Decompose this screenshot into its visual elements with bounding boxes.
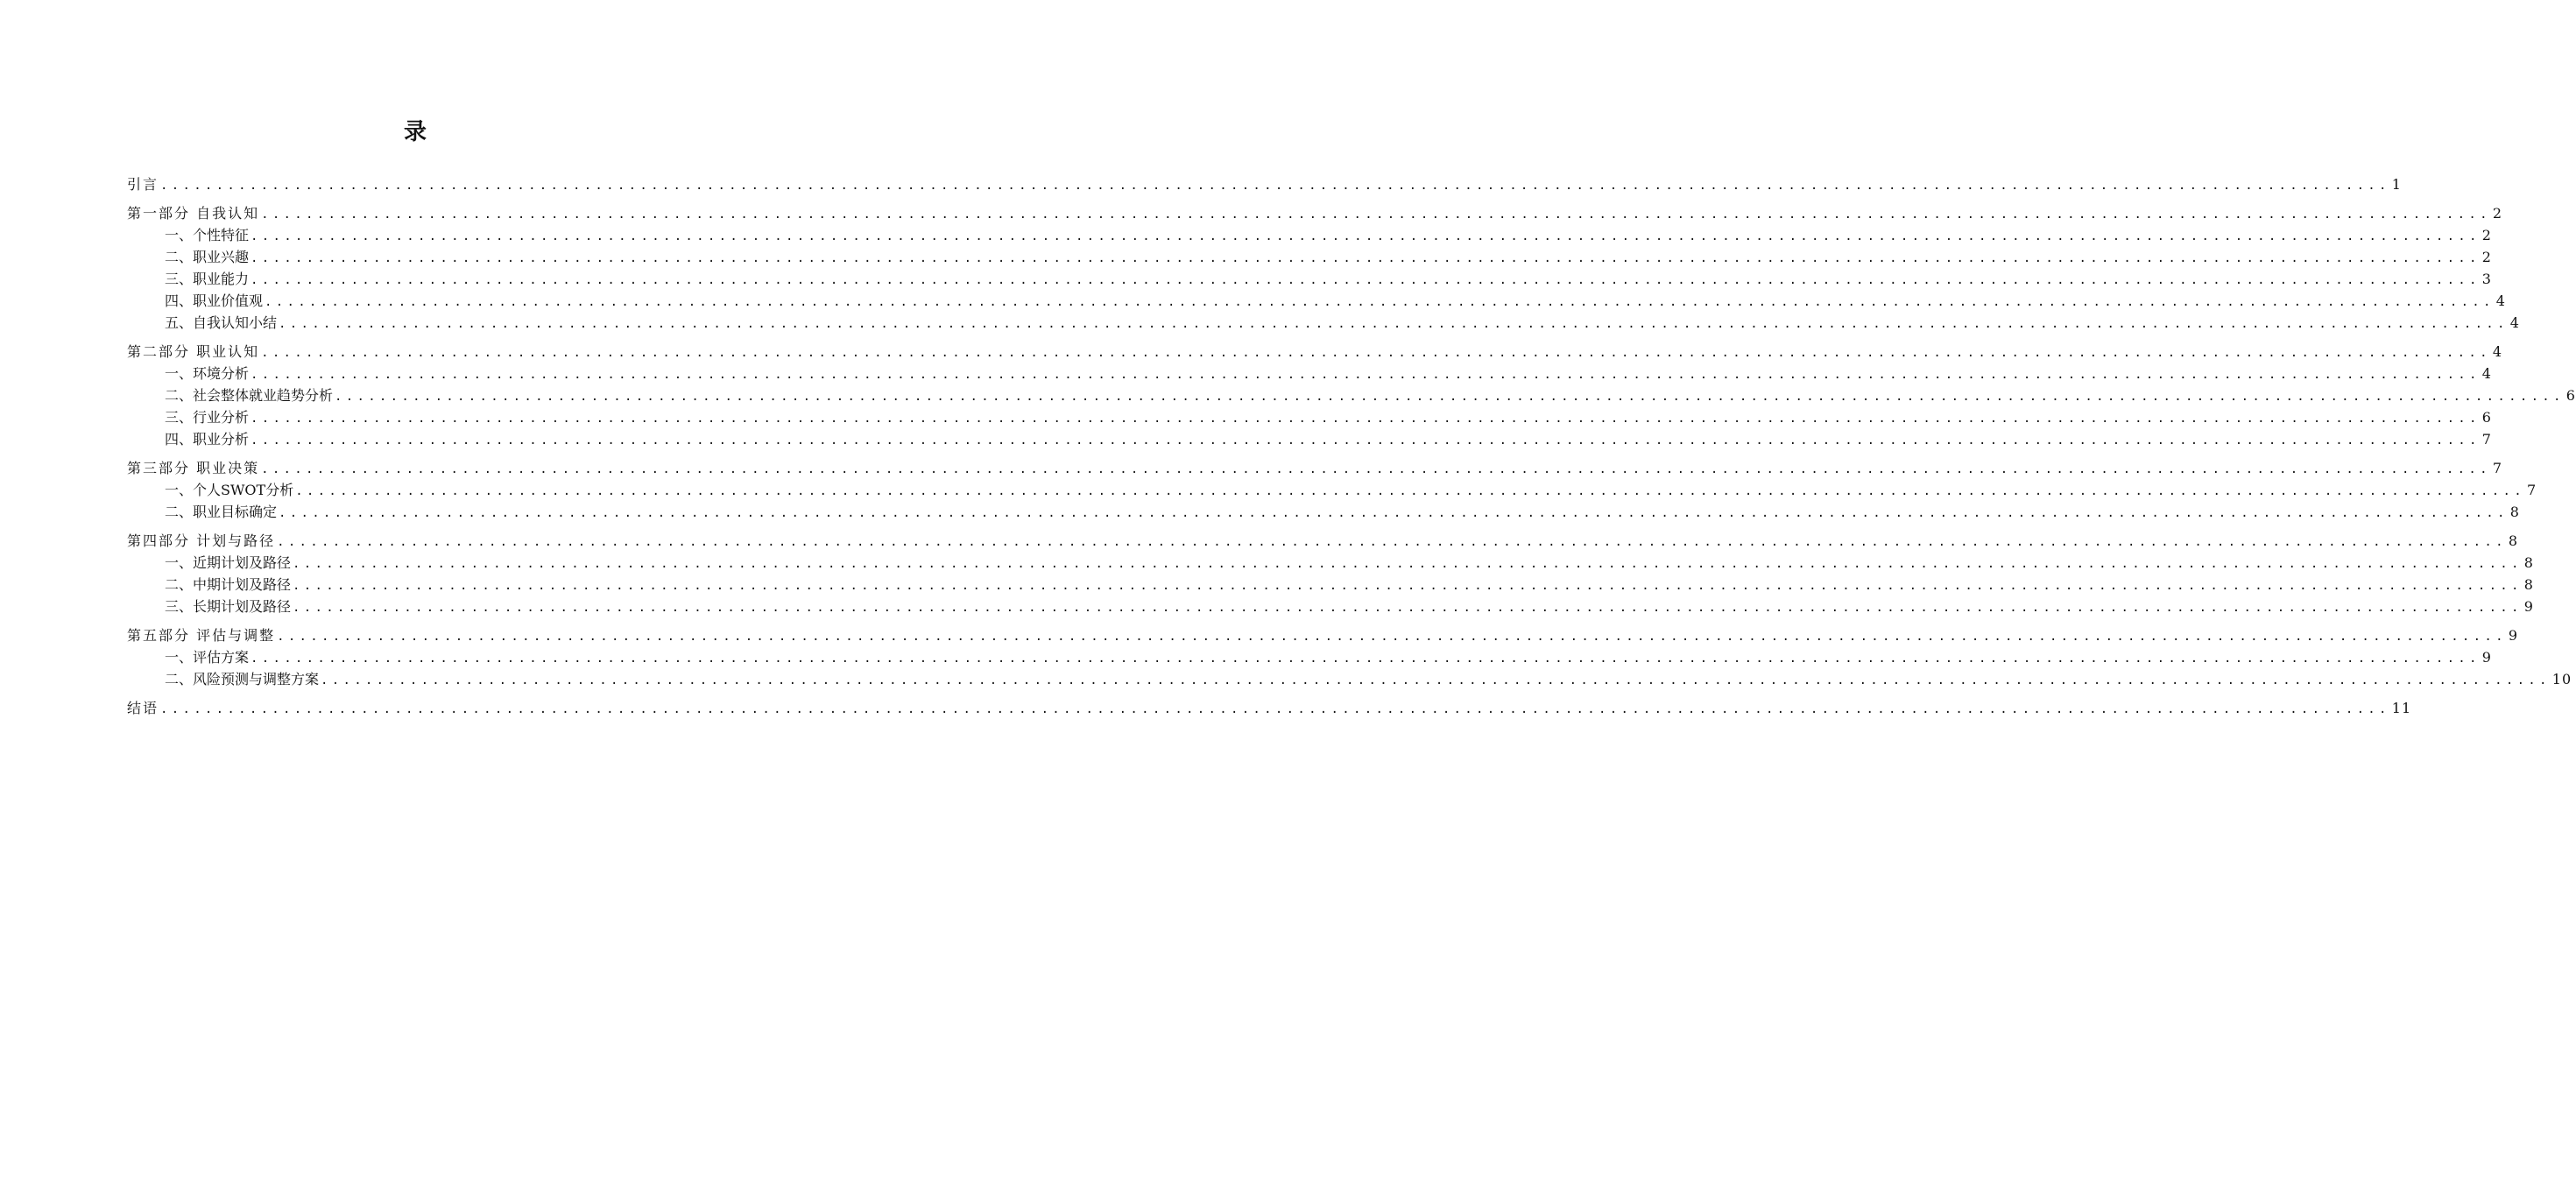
- toc-entry-label: 第一部分 自我认知: [127, 205, 260, 222]
- toc-subsection-entry[interactable]: [127, 246, 2492, 268]
- toc-entry-label: 一、近期计划及路径: [165, 554, 292, 571]
- toc-entry-page-number: 8: [2509, 504, 2520, 520]
- toc-entry-page-number: 8: [2523, 554, 2534, 571]
- toc-subsection-entry[interactable]: [127, 428, 2492, 450]
- toc-section-entry[interactable]: [127, 530, 2519, 552]
- toc-dot-leader: ........................................................................................................................................................................................................: [277, 630, 2507, 644]
- toc-entry-label: 四、职业价值观: [165, 292, 264, 309]
- toc-entry-label: 二、职业兴趣: [165, 249, 250, 265]
- toc-entry-label: 一、个性特征: [165, 227, 250, 243]
- toc-dot-leader: ........................................................................................................................................................................................................: [265, 295, 2495, 309]
- toc-subsection-entry[interactable]: [127, 290, 2506, 312]
- toc-entry-page-number: 4: [2495, 292, 2506, 309]
- toc-dot-leader: ........................................................................................................................................................................................................: [251, 368, 2481, 382]
- toc-subsection-entry[interactable]: [127, 268, 2492, 290]
- toc-dot-leader: ........................................................................................................................................................................................................: [335, 390, 2565, 404]
- toc-subsection-entry[interactable]: [127, 668, 2572, 690]
- toc-entry-label: 三、长期计划及路径: [165, 598, 292, 615]
- toc-entry-page-number: 3: [2481, 271, 2492, 287]
- toc-subsection-entry[interactable]: [127, 384, 2576, 406]
- toc-dot-leader: ........................................................................................................................................................................................................: [261, 346, 2491, 360]
- toc-dot-leader: ........................................................................................................................................................................................................: [279, 317, 2509, 331]
- toc-entry-page-number: 8: [2523, 576, 2534, 593]
- toc-section-entry[interactable]: [127, 457, 2503, 479]
- toc-subsection-entry[interactable]: [127, 552, 2534, 574]
- toc-entry-label: 第五部分 评估与调整: [127, 627, 276, 644]
- toc-entry-label: 二、职业目标确定: [165, 504, 278, 520]
- toc-subsection-entry[interactable]: [127, 479, 2537, 501]
- toc-entry-page-number: 6: [2565, 387, 2576, 404]
- toc-dot-leader: ........................................................................................................................................................................................................: [261, 208, 2491, 222]
- toc-dot-leader: ........................................................................................................................................................................................................: [279, 506, 2509, 520]
- toc-list: [127, 173, 2576, 719]
- toc-dot-leader: ........................................................................................................................................................................................................: [160, 702, 2390, 716]
- toc-section-entry[interactable]: [127, 697, 2412, 719]
- toc-entry-page-number: 9: [2481, 649, 2492, 666]
- toc-entry-page-number: 2: [2481, 249, 2492, 265]
- toc-entry-label: 三、行业分析: [165, 409, 250, 426]
- toc-dot-leader: ........................................................................................................................................................................................................: [277, 535, 2507, 549]
- toc-dot-leader: ........................................................................................................................................................................................................: [251, 229, 2481, 243]
- toc-entry-page-number: 7: [2481, 431, 2492, 448]
- toc-entry-page-number: 11: [2391, 700, 2412, 716]
- toc-entry-label: 引言: [127, 176, 159, 193]
- toc-title: 录: [403, 119, 428, 145]
- toc-dot-leader: ........................................................................................................................................................................................................: [251, 251, 2481, 265]
- toc-section-entry[interactable]: [127, 173, 2402, 195]
- toc-dot-leader: ........................................................................................................................................................................................................: [251, 273, 2481, 287]
- toc-entry-page-number: 4: [2481, 365, 2492, 382]
- toc-subsection-entry[interactable]: [127, 406, 2492, 428]
- toc-entry-page-number: 10: [2551, 671, 2572, 687]
- toc-entry-label: 二、社会整体就业趋势分析: [165, 387, 334, 404]
- toc-entry-page-number: 7: [2492, 460, 2503, 476]
- toc-dot-leader: ........................................................................................................................................................................................................: [295, 484, 2525, 498]
- toc-entry-label: 结语: [127, 700, 159, 716]
- toc-entry-label: 第三部分 职业决策: [127, 460, 260, 476]
- toc-dot-leader: ........................................................................................................................................................................................................: [321, 673, 2551, 687]
- toc-entry-page-number: 8: [2508, 532, 2519, 549]
- toc-entry-page-number: 1: [2391, 176, 2402, 193]
- toc-entry-page-number: 4: [2509, 314, 2520, 331]
- toc-entry-page-number: 2: [2492, 205, 2503, 222]
- toc-subsection-entry[interactable]: [127, 596, 2534, 617]
- toc-dot-leader: ........................................................................................................................................................................................................: [293, 557, 2523, 571]
- toc-dot-leader: ........................................................................................................................................................................................................: [160, 179, 2390, 193]
- toc-subsection-entry[interactable]: [127, 224, 2492, 246]
- toc-section-entry[interactable]: [127, 341, 2503, 363]
- toc-dot-leader: ........................................................................................................................................................................................................: [251, 433, 2481, 448]
- toc-entry-label: 四、职业分析: [165, 431, 250, 448]
- toc-entry-page-number: 4: [2492, 343, 2503, 360]
- toc-subsection-entry[interactable]: [127, 501, 2520, 523]
- toc-dot-leader: ........................................................................................................................................................................................................: [293, 579, 2523, 593]
- toc-subsection-entry[interactable]: [127, 363, 2492, 384]
- toc-subsection-entry[interactable]: [127, 574, 2534, 596]
- toc-entry-label: 一、个人SWOT分析: [165, 482, 294, 498]
- toc-entry-label: 一、评估方案: [165, 649, 250, 666]
- toc-section-entry[interactable]: [127, 202, 2503, 224]
- toc-dot-leader: ........................................................................................................................................................................................................: [261, 462, 2491, 476]
- toc-entry-label: 五、自我认知小结: [165, 314, 278, 331]
- toc-entry-page-number: 9: [2508, 627, 2519, 644]
- toc-entry-label: 第二部分 职业认知: [127, 343, 260, 360]
- toc-entry-page-number: 2: [2481, 227, 2492, 243]
- toc-entry-page-number: 6: [2481, 409, 2492, 426]
- toc-subsection-entry[interactable]: [127, 312, 2520, 334]
- toc-section-entry[interactable]: [127, 624, 2519, 646]
- toc-entry-label: 一、环境分析: [165, 365, 250, 382]
- toc-entry-label: 二、风险预测与调整方案: [165, 671, 320, 687]
- toc-dot-leader: ........................................................................................................................................................................................................: [251, 412, 2481, 426]
- toc-entry-label: 二、中期计划及路径: [165, 576, 292, 593]
- toc-entry-label: 第四部分 计划与路径: [127, 532, 276, 549]
- toc-entry-label: 三、职业能力: [165, 271, 250, 287]
- toc-dot-leader: ........................................................................................................................................................................................................: [293, 601, 2523, 615]
- toc-dot-leader: ........................................................................................................................................................................................................: [251, 652, 2481, 666]
- toc-entry-page-number: 7: [2526, 482, 2537, 498]
- toc-subsection-entry[interactable]: [127, 646, 2492, 668]
- toc-entry-page-number: 9: [2523, 598, 2534, 615]
